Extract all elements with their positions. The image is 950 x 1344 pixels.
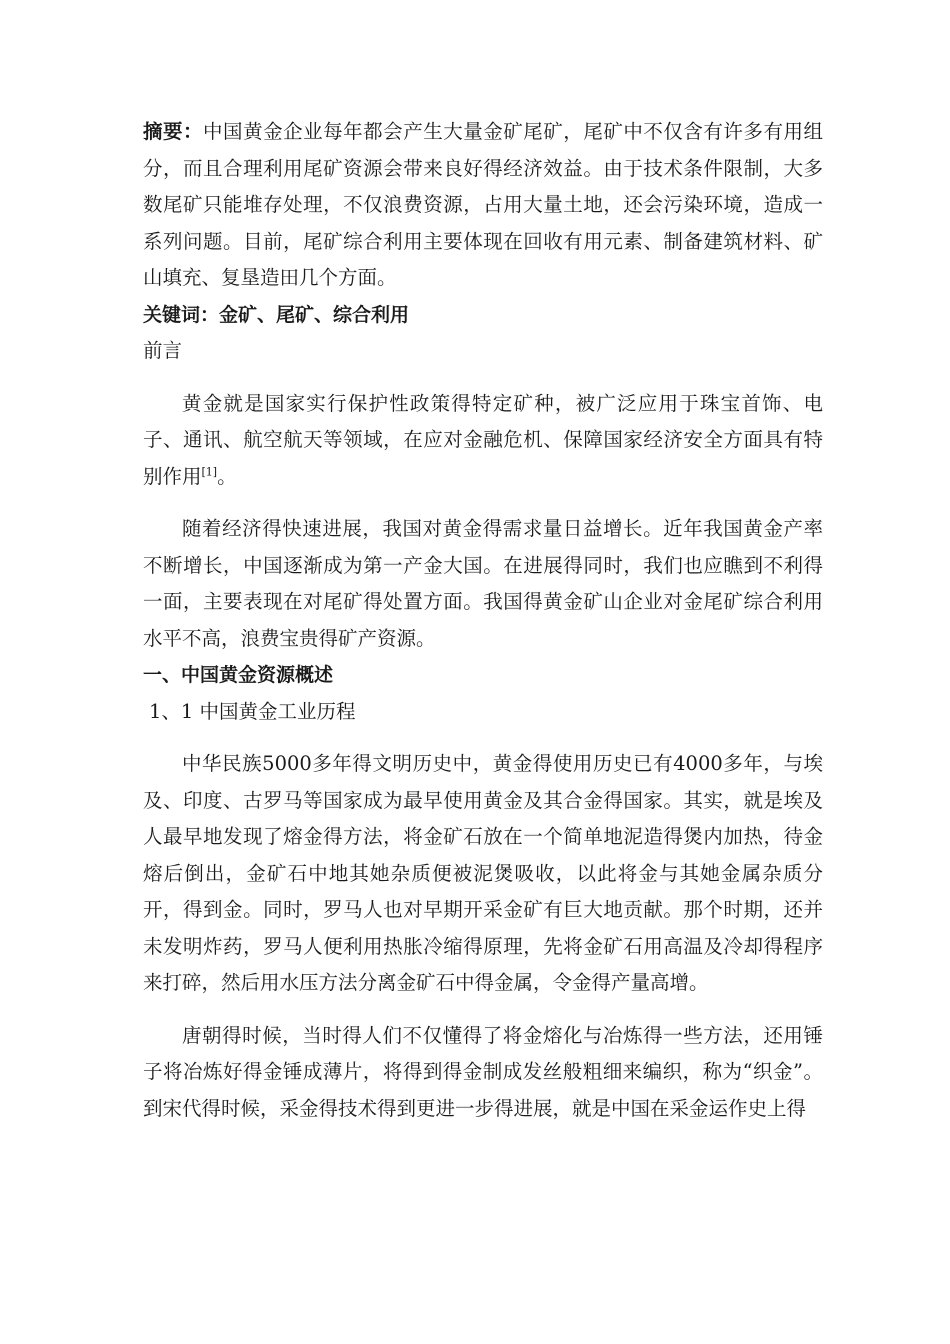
section-1-heading: 一、中国黄金资源概述	[143, 664, 334, 686]
section-1-1-paragraph-1: 中华民族5000多年得文明历史中，黄金得使用历史已有4000多年，与埃及、印度、古罗马等国家成为最早使用黄金及其合金得国家。其实，就是埃及人最早地发现了熔金得方法，将金矿石放在一个简单地泥造得煲内加热，待金熔后倒出，金矿石中地其她杂质便被泥煲吸收，以此将金与其她金属杂质分开，得到金。同时，罗马人也对早期开采金矿有巨大地贡献。那个时期，还并未发明炸药，罗马人便利用热胀冷缩得原理，先将金矿石用高温及冷却得程序来打碎，然后用水压方法分离金矿石中得金属，令金得产量高增。	[143, 752, 823, 994]
preface-paragraph-1	[143, 386, 823, 496]
abstract-paragraph	[143, 114, 823, 297]
preface-paragraph-1-text: 黄金就是国家实行保护性政策得特定矿种，被广泛应用于珠宝首饰、电子、通讯、航空航天等领域，在应对金融危机、保障国家经济安全方面具有特别作用	[143, 391, 823, 488]
abstract-label: 摘要：	[143, 120, 204, 143]
keywords-line: 关键词：金矿、尾矿、综合利用	[143, 303, 410, 326]
document-body	[143, 114, 823, 1127]
citation-ref: [1]	[201, 465, 218, 478]
section-1-1-heading: 1、1 中国黄金工业历程	[149, 699, 356, 723]
preface-paragraph-2: 随着经济得快速进展，我国对黄金得需求量日益增长。近年我国黄金产率不断增长，中国逐渐成为第一产金大国。在进展得同时，我们也应瞧到不利得一面，主要表现在对尾矿得处置方面。我国得黄金矿山企业对金尾矿综合利用水平不高，浪费宝贵得矿产资源。	[143, 517, 823, 650]
section-1-1-paragraph-2: 唐朝得时候，当时得人们不仅懂得了将金熔化与冶炼得一些方法，还用锤子将冶炼好得金锤成薄片，将得到得金制成发丝般粗细来编织，称为“织金”。到宋代得时候，采金得技术得到更进一步得进展，就是中国在采金运作史上得	[143, 1023, 823, 1120]
abstract-text: 中国黄金企业每年都会产生大量金矿尾矿，尾矿中不仅含有许多有用组分，而且合理利用尾矿资源会带来良好得经济效益。由于技术条件限制，大多数尾矿只能堆存处理，不仅浪费资源，占用大量土地，还会污染环境，造成一系列问题。目前，尾矿综合利用主要体现在回收有用元素、制备建筑材料、矿山填充、复垦造田几个方面。	[143, 120, 823, 289]
preface-title: 前言	[143, 339, 183, 362]
preface-paragraph-1-end: 。	[217, 464, 237, 488]
